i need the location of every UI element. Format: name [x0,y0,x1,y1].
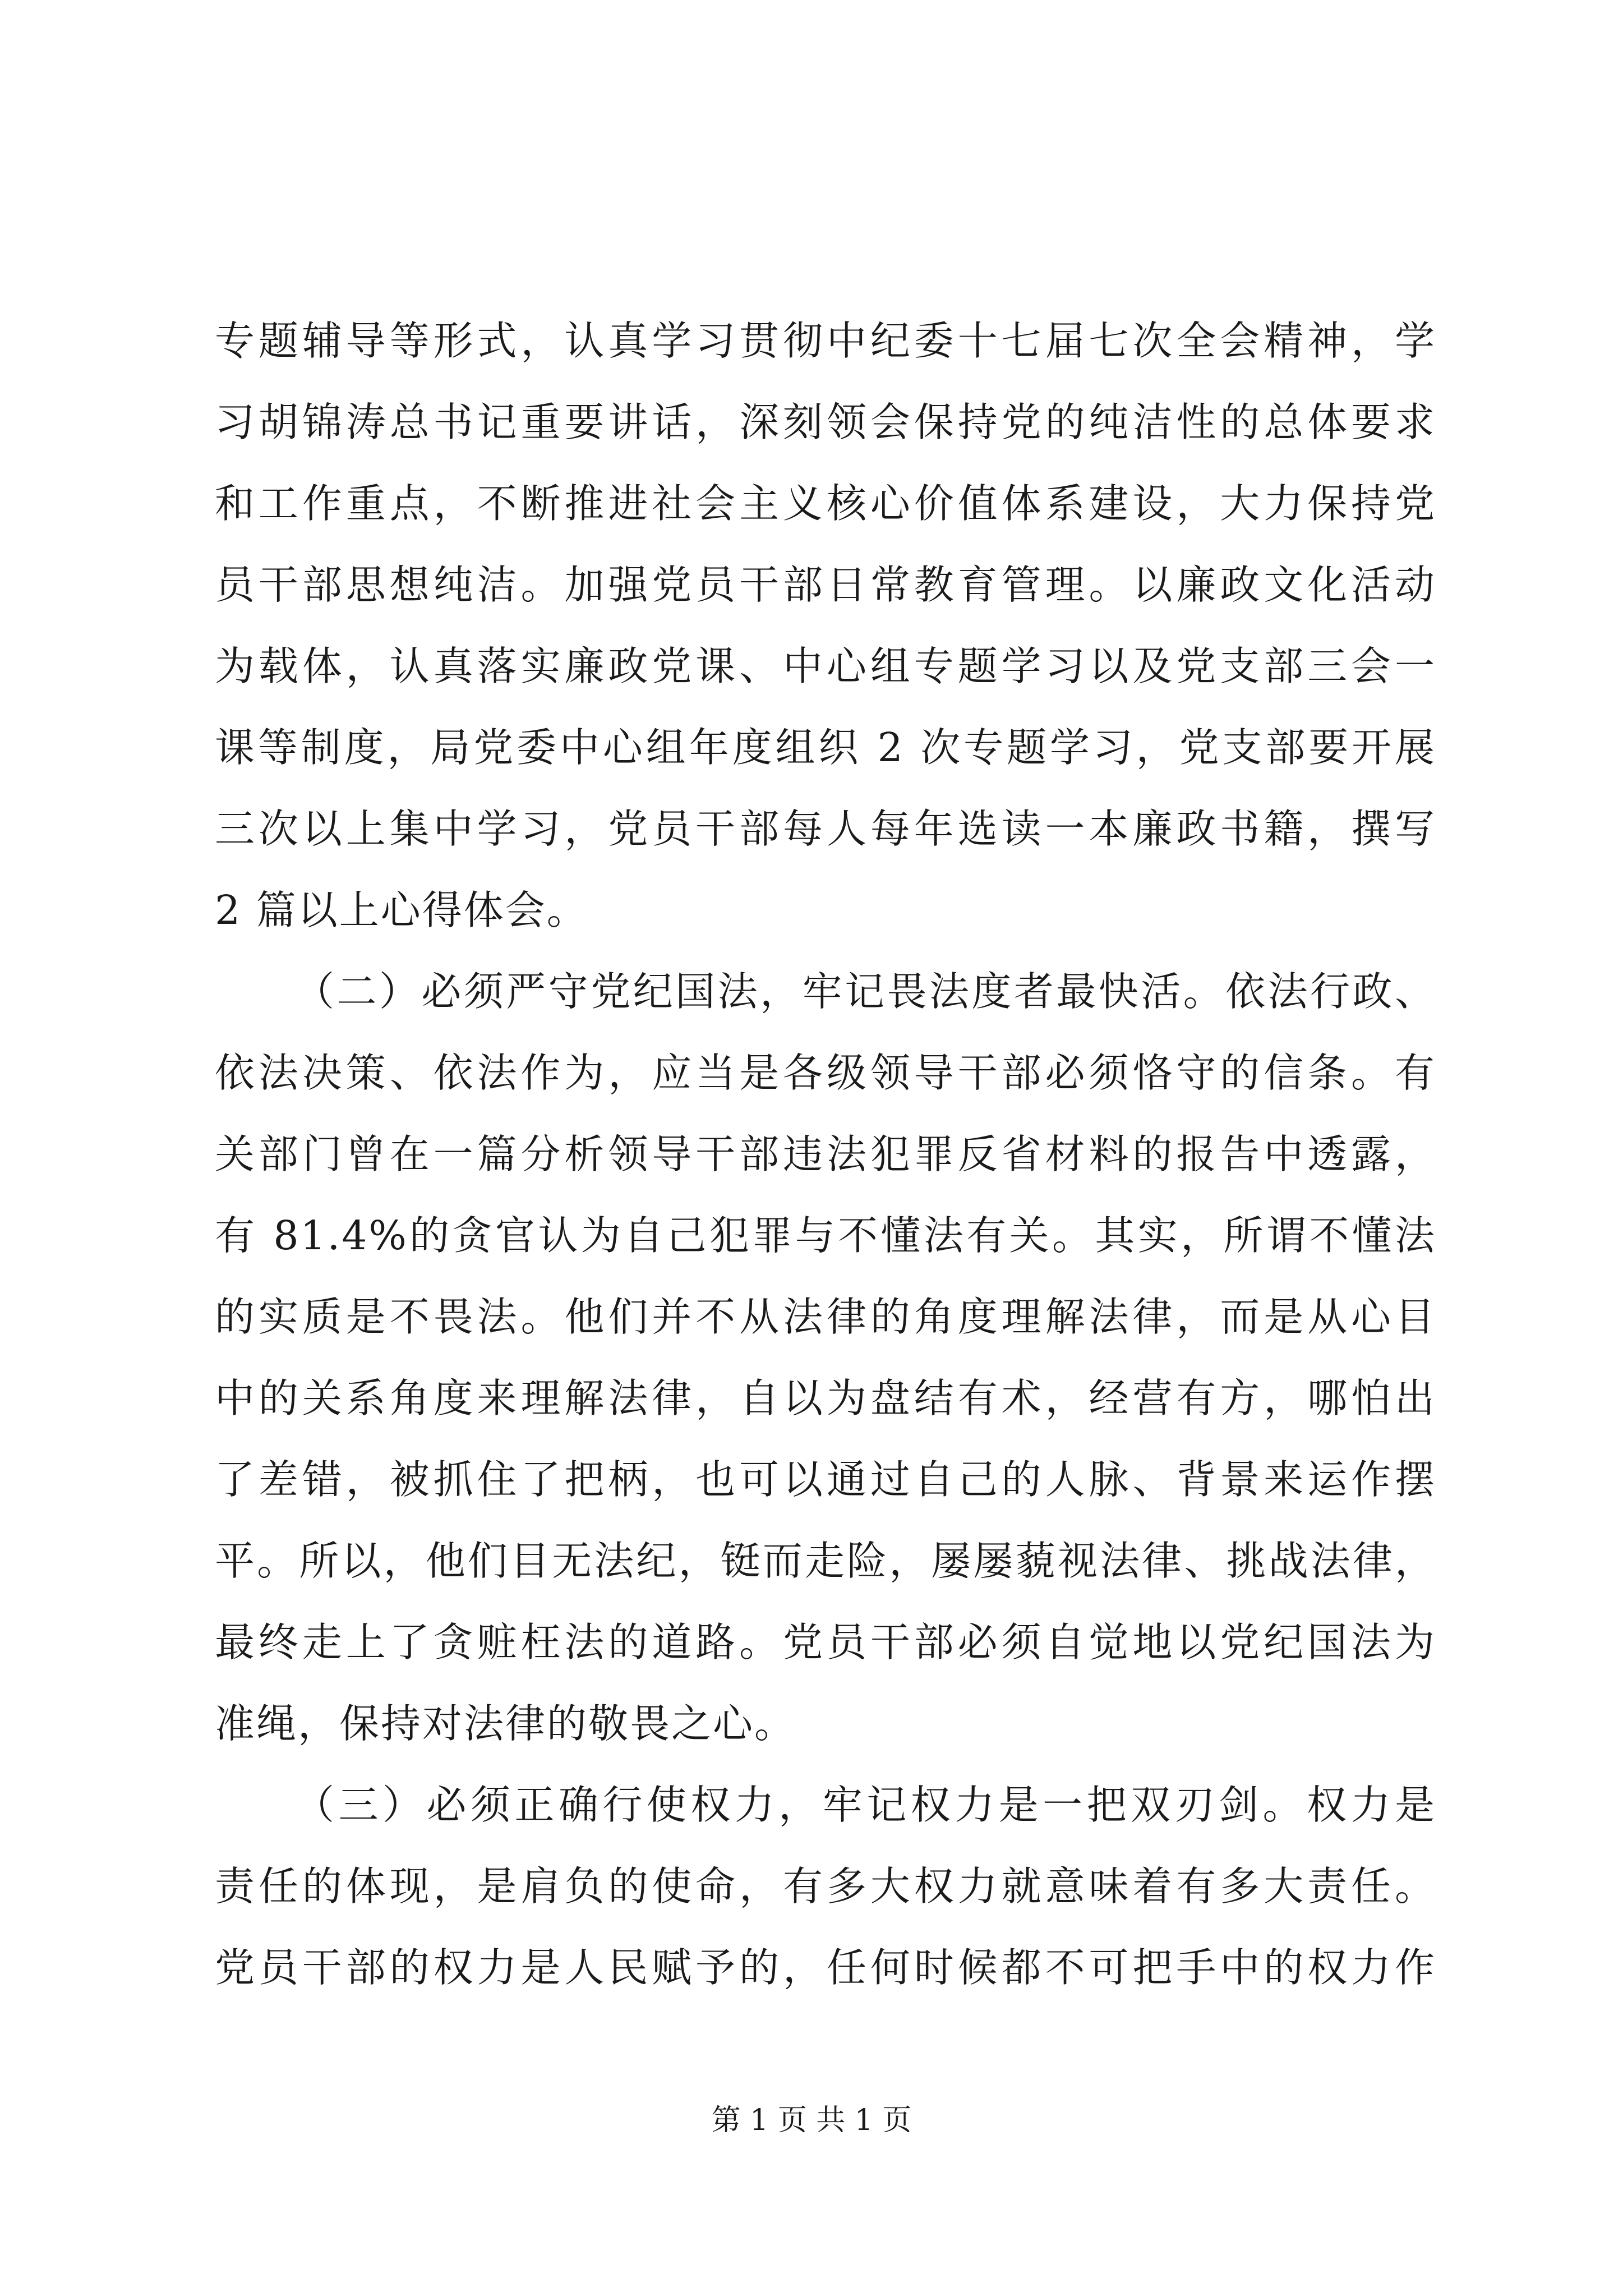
page-footer [0,2101,1623,2140]
text-line: 习胡锦涛总书记重要讲话，深刻领会保持党的纯洁性的总体要求 [215,399,1436,445]
text-line: 最终走上了贪赃枉法的道路。党员干部必须自觉地以党纪国法为 [215,1619,1436,1665]
paragraph-heading-line: （三）必须正确行使权力，牢记权力是一把双刃剑。权力是 [294,1782,1436,1828]
text-line: 责任的体现，是肩负的使命，有多大权力就意味着有多大责任。 [215,1863,1436,1910]
text-line: 中的关系角度来理解法律，自以为盘结有术，经营有方，哪怕出 [215,1375,1436,1421]
text-line: 专题辅导等形式，认真学习贯彻中纪委十七届七次全会精神，学 [215,318,1436,364]
text-line: 党员干部的权力是人民赋予的，任何时候都不可把手中的权力作 [215,1944,1436,1991]
text-line: 平。所以，他们目无法纪，铤而走险，屡屡藐视法律、挑战法律， [215,1538,1436,1584]
text-line: 了差错，被抓住了把柄，也可以通过自己的人脉、背景来运作摆 [215,1456,1436,1503]
page-number: 第 1 页 共 1 页 [711,2104,912,2137]
text-line: 员干部思想纯洁。加强党员干部日常教育管理。以廉政文化活动 [215,562,1436,608]
document-body [215,300,1436,2008]
paragraph-heading-line: （二）必须严守党纪国法，牢记畏法度者最快活。依法行政、 [294,968,1436,1015]
text-line: 依法决策、依法作为，应当是各级领导干部必须恪守的信条。有 [215,1050,1436,1096]
text-line: 的实质是不畏法。他们并不从法律的角度理解法律，而是从心目 [215,1294,1436,1340]
text-line: 课等制度，局党委中心组年度组织 2 次专题学习，党支部要开展 [215,724,1436,771]
text-line: 和工作重点，不断推进社会主义核心价值体系建设，大力保持党 [215,480,1436,527]
text-line: 有 81.4%的贪官认为自己犯罪与不懂法有关。其实，所谓不懂法 [215,1212,1436,1259]
text-line: 2 篇以上心得体会。 [215,887,588,933]
text-line: 关部门曾在一篇分析领导干部违法犯罪反省材料的报告中透露， [215,1131,1436,1177]
text-line: 准绳，保持对法律的敬畏之心。 [215,1700,796,1747]
text-line: 为载体，认真落实廉政党课、中心组专题学习以及党支部三会一 [215,643,1436,689]
text-line: 三次以上集中学习，党员干部每人每年选读一本廉政书籍，撰写 [215,806,1436,852]
